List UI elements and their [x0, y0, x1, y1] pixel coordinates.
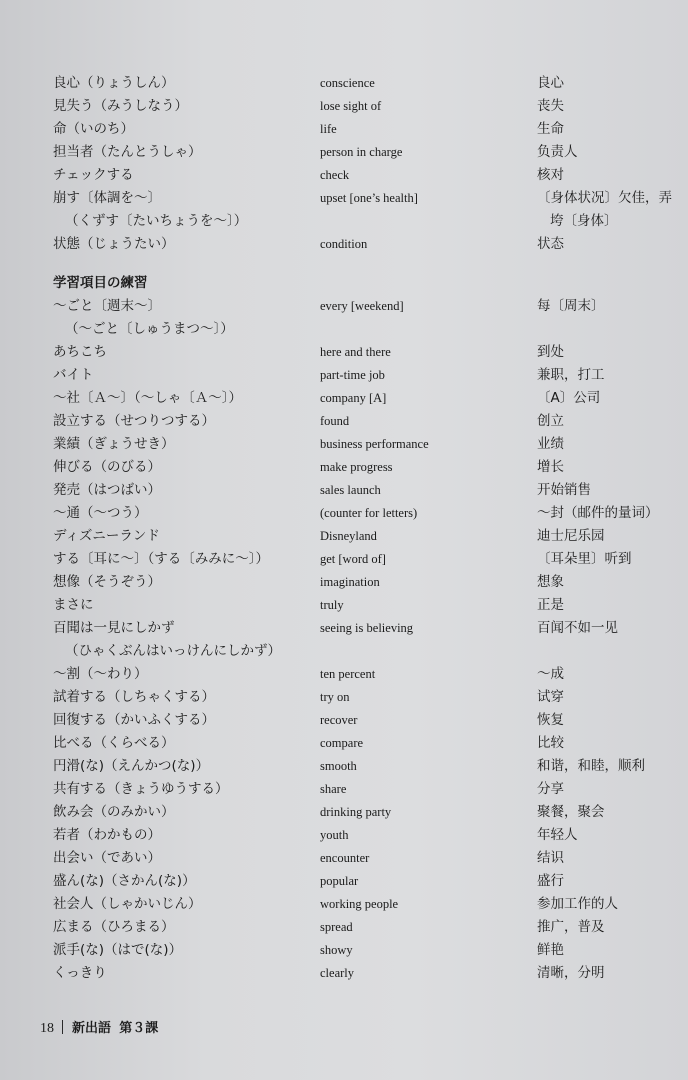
vocab-chinese: 清晰，分明 [537, 965, 605, 981]
vocab-row [0, 318, 688, 341]
vocab-row [0, 187, 688, 210]
vocab-row [0, 617, 688, 640]
vocab-english: lose sight of [320, 99, 382, 113]
vocab-japanese: まさに [53, 597, 94, 613]
vocab-english: youth [320, 828, 349, 842]
vocab-japanese: 百聞は一見にしかず [53, 620, 175, 636]
vocab-english: recover [320, 713, 358, 727]
vocab-japanese: ディズニーランド [53, 528, 160, 544]
vocab-row [0, 233, 688, 256]
vocab-chinese: 分享 [537, 781, 564, 797]
vocab-japanese: 社会人（しゃかいじん） [53, 896, 202, 912]
vocab-japanese: 想像（そうぞう） [53, 574, 161, 590]
vocab-row [0, 548, 688, 571]
vocab-chinese: 每〔周末〕 [537, 298, 605, 314]
vocab-row [0, 502, 688, 525]
vocab-row [0, 118, 688, 141]
vocab-chinese: 正是 [537, 597, 564, 613]
vocab-row [0, 410, 688, 433]
vocab-japanese: 派手(な)（はで(な)） [53, 942, 183, 958]
vocab-chinese: 负责人 [537, 144, 578, 160]
vocab-row [0, 456, 688, 479]
vocab-japanese: （くずす〔たいちょうを～〕） [65, 213, 248, 229]
vocab-row [0, 164, 688, 187]
vocab-japanese: （～ごと〔しゅうまつ～〕） [65, 321, 234, 337]
vocab-chinese: 创立 [537, 413, 564, 429]
vocab-chinese: 良心 [537, 75, 564, 91]
vocab-english: get [word of] [320, 552, 386, 566]
vocab-english: (counter for letters) [320, 506, 418, 520]
section-title: 学習項目の練習 [53, 275, 148, 291]
vocab-chinese: ～成 [537, 666, 564, 682]
vocab-japanese: 崩す〔体調を～〕 [53, 190, 161, 206]
vocab-japanese: 広まる（ひろまる） [53, 919, 175, 935]
vocab-chinese: 和谐，和睦，顺利 [537, 758, 645, 774]
vocab-row [0, 364, 688, 387]
footer-lesson: 第３課 [119, 1021, 159, 1036]
vocab-row [0, 295, 688, 318]
vocab-english: seeing is believing [320, 621, 414, 635]
vocab-row [0, 95, 688, 118]
vocab-english: ten percent [320, 667, 376, 681]
vocab-japanese: ～社〔Ａ～〕（～しゃ〔Ａ～〕） [53, 390, 242, 406]
vocab-english: clearly [320, 966, 355, 980]
vocab-english: part-time job [320, 368, 385, 382]
vocab-english: upset [one’s health] [320, 191, 418, 205]
vocab-chinese: 恢复 [537, 712, 564, 728]
vocab-english: check [320, 168, 350, 182]
vocab-japanese: 比べる（くらべる） [53, 735, 175, 751]
vocab-row [0, 939, 688, 962]
vocab-english: drinking party [320, 805, 392, 819]
vocab-chinese: 聚餐，聚会 [537, 804, 605, 820]
vocab-row [0, 663, 688, 686]
vocab-chinese: 到处 [537, 344, 564, 360]
vocab-row [0, 479, 688, 502]
vocab-english: try on [320, 690, 350, 704]
vocab-japanese: 飲み会（のみかい） [53, 804, 175, 820]
vocab-japanese: くっきり [53, 965, 107, 981]
vocab-row [0, 709, 688, 732]
vocab-chinese: 迪士尼乐园 [537, 528, 605, 544]
vocab-japanese: 伸びる（のびる） [53, 459, 161, 475]
vocab-row [0, 962, 688, 985]
vocab-english: person in charge [320, 145, 403, 159]
vocab-row [0, 778, 688, 801]
vocab-row [0, 824, 688, 847]
vocab-japanese: バイト [53, 367, 94, 383]
vocab-english: spread [320, 920, 353, 934]
vocab-japanese: 状態（じょうたい） [53, 236, 175, 252]
vocab-english: showy [320, 943, 353, 957]
vocab-japanese: 盛ん(な)（さかん(な)） [53, 873, 196, 889]
page-footer [40, 1018, 158, 1040]
vocab-japanese: 良心（りょうしん） [53, 75, 175, 91]
vocab-chinese: 想象 [537, 574, 564, 590]
vocab-japanese: 試着する（しちゃくする） [53, 689, 215, 705]
vocab-english: Disneyland [320, 529, 377, 543]
vocab-japanese: 業績（ぎょうせき） [53, 436, 175, 452]
vocab-chinese: 盛行 [537, 873, 564, 889]
vocab-english: share [320, 782, 347, 796]
vocab-chinese: 年轻人 [537, 827, 578, 843]
footer-section: 新出語 [72, 1021, 112, 1036]
vocab-row [0, 732, 688, 755]
vocab-chinese: ～封（邮件的量词） [537, 505, 659, 521]
vocab-english: life [320, 122, 337, 136]
vocab-english: sales launch [320, 483, 381, 497]
vocab-english: conscience [320, 76, 375, 90]
vocab-row [0, 341, 688, 364]
vocab-row [0, 801, 688, 824]
vocab-row [0, 72, 688, 95]
vocab-chinese: 业绩 [537, 436, 564, 452]
vocab-japanese: ～ごと〔週末～〕 [53, 298, 161, 314]
vocab-row [0, 594, 688, 617]
vocab-chinese: 比较 [537, 735, 564, 751]
vocab-english: compare [320, 736, 364, 750]
vocab-english: company [A] [320, 391, 387, 405]
vocab-chinese: 生命 [537, 121, 564, 137]
vocab-chinese: 兼职，打工 [537, 367, 605, 383]
vocab-english: smooth [320, 759, 357, 773]
vocab-english: imagination [320, 575, 380, 589]
vocab-row [0, 571, 688, 594]
vocab-chinese: 丧失 [537, 98, 564, 114]
vocab-chinese: 推广，普及 [537, 919, 605, 935]
vocab-chinese: 〔身体状况〕欠佳，弄 [537, 190, 672, 206]
footer-divider [62, 1020, 63, 1034]
vocab-row [0, 640, 688, 663]
vocab-japanese: する〔耳に～〕（する〔みみに～〕） [53, 551, 269, 567]
vocab-chinese: 鲜艳 [537, 942, 564, 958]
vocab-row [0, 916, 688, 939]
vocab-row [0, 755, 688, 778]
vocab-english: condition [320, 237, 368, 251]
vocab-japanese: 設立する（せつりつする） [53, 413, 215, 429]
vocab-row [0, 141, 688, 164]
vocab-japanese: 若者（わかもの） [53, 827, 161, 843]
vocab-japanese: （ひゃくぶんはいっけんにしかず） [65, 643, 281, 659]
vocab-japanese: 回復する（かいふくする） [53, 712, 215, 728]
vocab-japanese: 見失う（みうしなう） [53, 98, 188, 114]
vocab-english: working people [320, 897, 399, 911]
vocab-row [0, 870, 688, 893]
vocab-english: truly [320, 598, 344, 612]
vocab-chinese: 结识 [537, 850, 564, 866]
vocab-row [0, 433, 688, 456]
vocab-english: every [weekend] [320, 299, 404, 313]
vocab-row [0, 525, 688, 548]
vocab-chinese: 试穿 [537, 689, 564, 705]
vocab-chinese: 〔耳朵里〕听到 [537, 551, 632, 567]
vocab-row [0, 387, 688, 410]
vocab-japanese: ～通（～つう） [53, 505, 148, 521]
vocab-chinese: 〔A〕公司 [537, 390, 601, 406]
vocab-row [0, 686, 688, 709]
vocab-english: popular [320, 874, 359, 888]
vocab-chinese: 状态 [537, 236, 564, 252]
vocab-japanese: チェックする [53, 167, 134, 183]
vocab-chinese: 垮〔身体〕 [550, 213, 618, 229]
vocab-japanese: 出会い（であい） [53, 850, 161, 866]
vocab-japanese: あちこち [53, 344, 107, 360]
vocab-row [0, 847, 688, 870]
page-number: 18 [40, 1021, 54, 1036]
vocab-chinese: 百闻不如一见 [537, 620, 618, 636]
vocab-chinese: 开始销售 [537, 482, 591, 498]
vocab-chinese: 参加工作的人 [537, 896, 618, 912]
vocab-japanese: 命（いのち） [53, 121, 134, 137]
vocab-japanese: 共有する（きょうゆうする） [53, 781, 229, 797]
vocab-japanese: ～割（～わり） [53, 666, 148, 682]
vocab-chinese: 核对 [537, 167, 564, 183]
vocab-row [0, 893, 688, 916]
vocab-japanese: 担当者（たんとうしゃ） [53, 144, 202, 160]
vocab-row [0, 210, 688, 233]
vocab-english: found [320, 414, 350, 428]
vocab-english: here and there [320, 345, 391, 359]
vocab-english: make progress [320, 460, 393, 474]
vocab-japanese: 発売（はつばい） [53, 482, 161, 498]
vocab-english: encounter [320, 851, 370, 865]
vocab-japanese: 円滑(な)（えんかつ(な)） [53, 758, 210, 774]
vocab-english: business performance [320, 437, 429, 451]
vocab-chinese: 增长 [537, 459, 564, 475]
